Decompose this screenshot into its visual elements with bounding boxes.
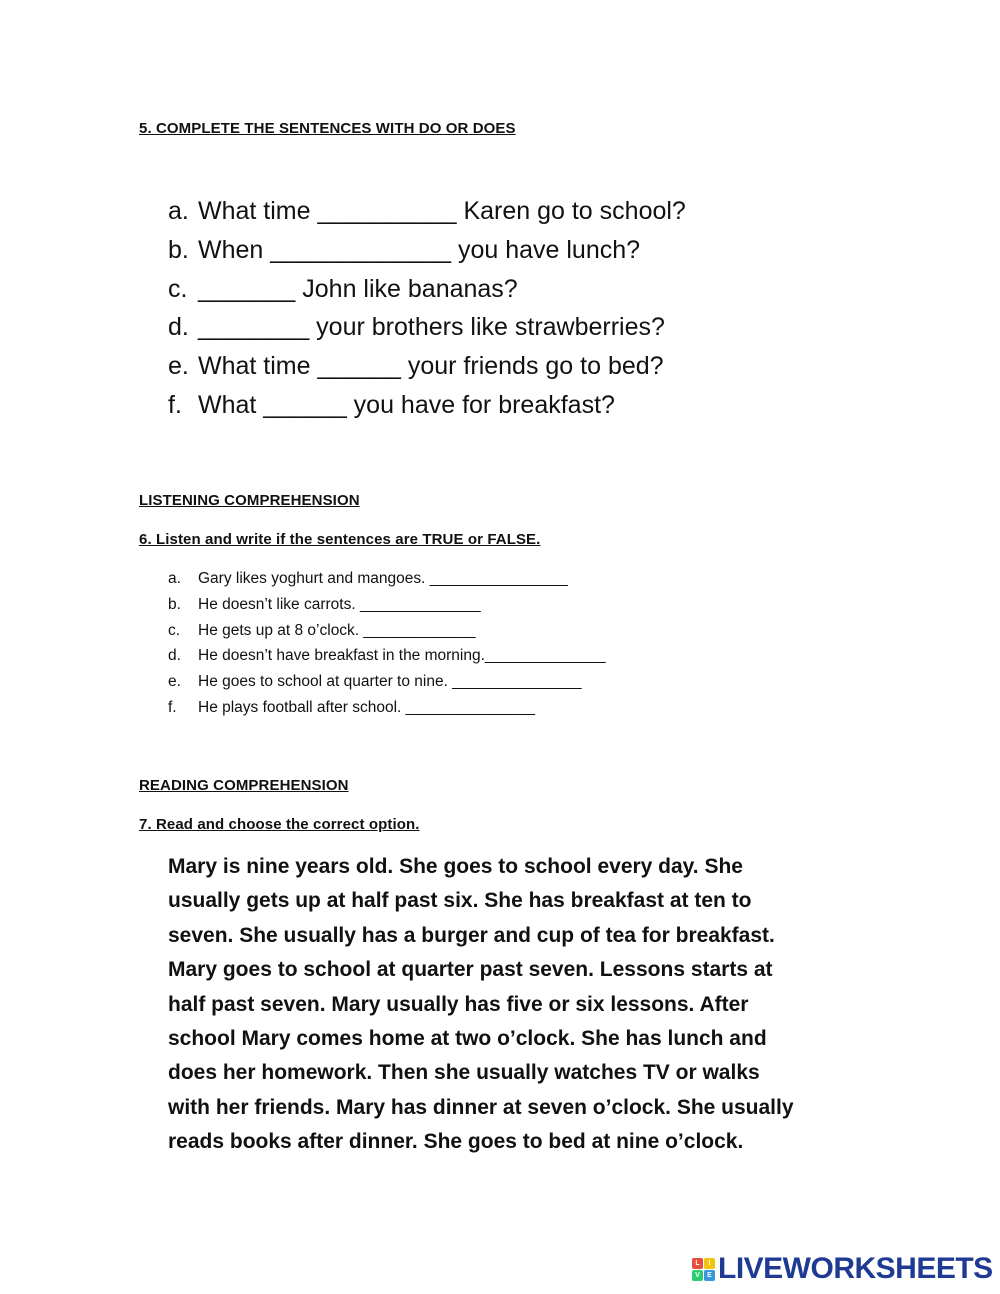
logo-tile: E	[704, 1270, 715, 1281]
item-marker: a.	[168, 197, 189, 225]
liveworksheets-logo-icon	[692, 1258, 715, 1281]
list-item	[168, 270, 686, 309]
liveworksheets-logo	[692, 1253, 993, 1285]
logo-tile: I	[704, 1258, 715, 1269]
list-item	[168, 643, 606, 669]
logo-tile: V	[692, 1270, 703, 1281]
list-item	[168, 592, 606, 618]
item-marker: f.	[168, 390, 182, 419]
list-item	[168, 695, 606, 721]
item-marker: c.	[168, 621, 181, 639]
reading-instruction: 7. Read and choose the correct option.	[139, 816, 420, 833]
true-false-list	[168, 566, 606, 721]
listening-instruction: 6. Listen and write if the sentences are TRUE or FALSE.	[139, 531, 541, 548]
list-item	[168, 669, 606, 695]
item-marker: b.	[168, 235, 189, 264]
item-text: He goes to school at quarter to nine. _______________	[198, 673, 582, 691]
passage-line: usually gets up at half past six. She has breakfast at ten to	[168, 889, 752, 913]
passage-line: Mary is nine years old. She goes to school every day. She	[168, 855, 743, 878]
item-marker: b.	[168, 595, 181, 613]
list-item	[168, 231, 686, 270]
list-item	[168, 618, 606, 644]
item-text: What ______ you have for breakfast?	[198, 390, 615, 419]
list-item	[168, 308, 686, 347]
item-marker: c.	[168, 274, 188, 303]
list-item	[168, 566, 606, 592]
passage-line: seven. She usually has a burger and cup of tea for breakfast.	[168, 923, 775, 947]
reading-heading: READING COMPREHENSION	[139, 777, 349, 794]
passage-line: Mary goes to school at quarter past seven. Lessons starts at	[168, 958, 773, 982]
item-text: He doesn’t have breakfast in the morning.______________	[198, 647, 606, 665]
passage-line: school Mary comes home at two o’clock. She has lunch and	[168, 1027, 767, 1051]
passage-line: reads books after dinner. She goes to bed at nine o’clock.	[168, 1130, 744, 1154]
item-marker: d.	[168, 313, 189, 342]
item-text: ________ your brothers like strawberries?	[198, 313, 665, 342]
list-item	[168, 386, 686, 425]
section-5-heading: 5. COMPLETE THE SENTENCES WITH DO OR DOES	[139, 120, 516, 137]
item-text: He plays football after school. _______________	[198, 698, 535, 716]
item-marker: a.	[168, 570, 181, 587]
do-does-exercise-list	[168, 192, 686, 425]
item-marker: e.	[168, 673, 181, 691]
item-text: When _____________ you have lunch?	[198, 235, 641, 264]
item-marker: d.	[168, 647, 181, 665]
list-item	[168, 347, 686, 386]
passage-line: with her friends. Mary has dinner at seven o’clock. She usually	[168, 1095, 794, 1119]
reading-passage	[168, 850, 868, 1160]
item-marker: f.	[168, 698, 177, 716]
item-text: What time ______ your friends go to bed?	[198, 352, 664, 381]
item-text: He gets up at 8 o’clock. _____________	[198, 621, 476, 639]
passage-line: does her homework. Then she usually watches TV or walks	[168, 1061, 760, 1085]
item-text: Gary likes yoghurt and mangoes. ________________	[198, 570, 568, 587]
logo-text: LIVEWORKSHEETS	[718, 1252, 993, 1285]
item-text: What time __________ Karen go to school?	[198, 197, 686, 225]
list-item	[168, 192, 686, 231]
item-text: He doesn’t like carrots. ______________	[198, 595, 481, 613]
listening-heading: LISTENING COMPREHENSION	[139, 492, 360, 509]
item-text: _______ John like bananas?	[198, 274, 518, 303]
item-marker: e.	[168, 352, 189, 381]
passage-line: half past seven. Mary usually has five or six lessons. After	[168, 992, 749, 1016]
logo-tile: L	[692, 1258, 703, 1269]
